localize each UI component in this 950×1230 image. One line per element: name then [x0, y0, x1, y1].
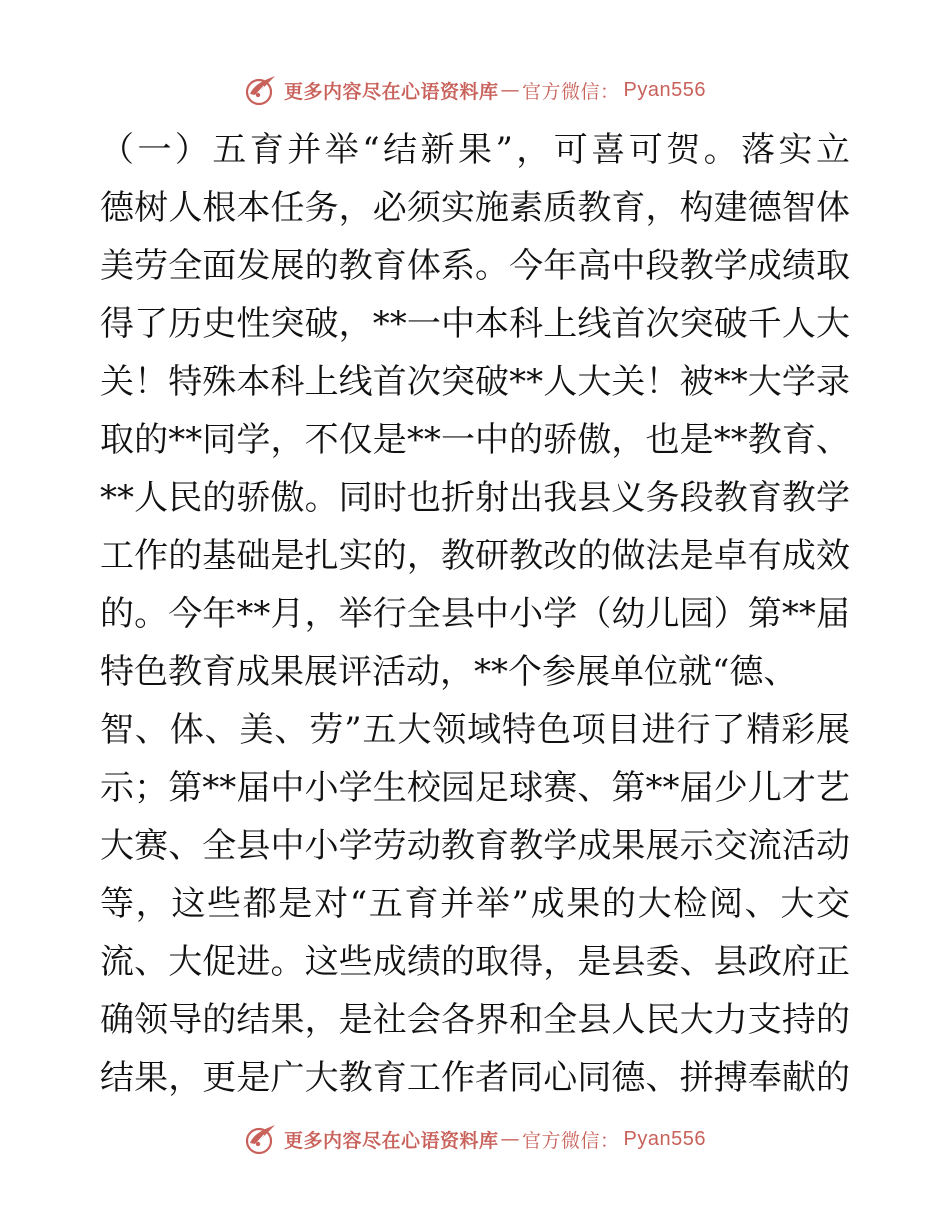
text-line: 结果，更是广大教育工作者同心同德、拼搏奉献的 [100, 1058, 850, 1098]
banner-separator: — [500, 1128, 521, 1150]
quill-pen-logo-icon [244, 73, 278, 107]
text-line: **人民的骄傲。同时也折射出我县义务段教育教学 [100, 478, 850, 518]
text-line: 美劳全面发展的教育体系。今年高中段教学成绩取 [100, 246, 850, 286]
text-line: 得了历史性突破，**一中本科上线首次突破千人大 [100, 304, 850, 344]
footer-banner [0, 1121, 950, 1157]
banner-site-text: 更多内容尽在心语资料库 [284, 1129, 499, 1152]
text-line: 关！特殊本科上线首次突破**人大关！被**大学录 [100, 362, 850, 402]
text-line: 示；第**届中小学生校园足球赛、第**届少儿才艺 [100, 768, 850, 808]
banner-wechat-id: Pyan556 [623, 1127, 706, 1150]
text-line: 等，这些都是对“五育并举”成果的大检阅、大交 [100, 884, 850, 924]
banner-wechat-id: Pyan556 [623, 78, 706, 101]
text-line: 智、体、美、劳”五大领域特色项目进行了精彩展 [100, 710, 850, 750]
text-line: 流、大促进。这些成绩的取得，是县委、县政府正 [100, 942, 850, 982]
text-line: 德树人根本任务，必须实施素质教育，构建德智体 [100, 188, 850, 228]
text-line: 大赛、全县中小学劳动教育教学成果展示交流活动 [100, 826, 850, 866]
banner-wechat-label: 官方微信： [522, 1129, 620, 1152]
banner-wechat-label: 官方微信： [522, 80, 620, 103]
quill-pen-logo-icon [244, 1122, 278, 1156]
body-paragraph [100, 121, 850, 1107]
text-line: 特色教育成果展评活动，**个参展单位就“德、 [100, 652, 798, 692]
banner-site-text: 更多内容尽在心语资料库 [284, 80, 499, 103]
text-line: 的。今年**月，举行全县中小学（幼儿园）第**届 [100, 594, 850, 634]
text-line: 工作的基础是扎实的，教研教改的做法是卓有成效 [100, 536, 850, 576]
text-line: （一）五育并举“结新果”，可喜可贺。落实立 [100, 130, 850, 170]
text-line: 确领导的结果，是社会各界和全县人民大力支持的 [100, 1000, 850, 1040]
text-line: 取的**同学，不仅是**一中的骄傲，也是**教育、 [100, 420, 850, 460]
header-banner [0, 72, 950, 108]
banner-separator: — [500, 79, 521, 101]
